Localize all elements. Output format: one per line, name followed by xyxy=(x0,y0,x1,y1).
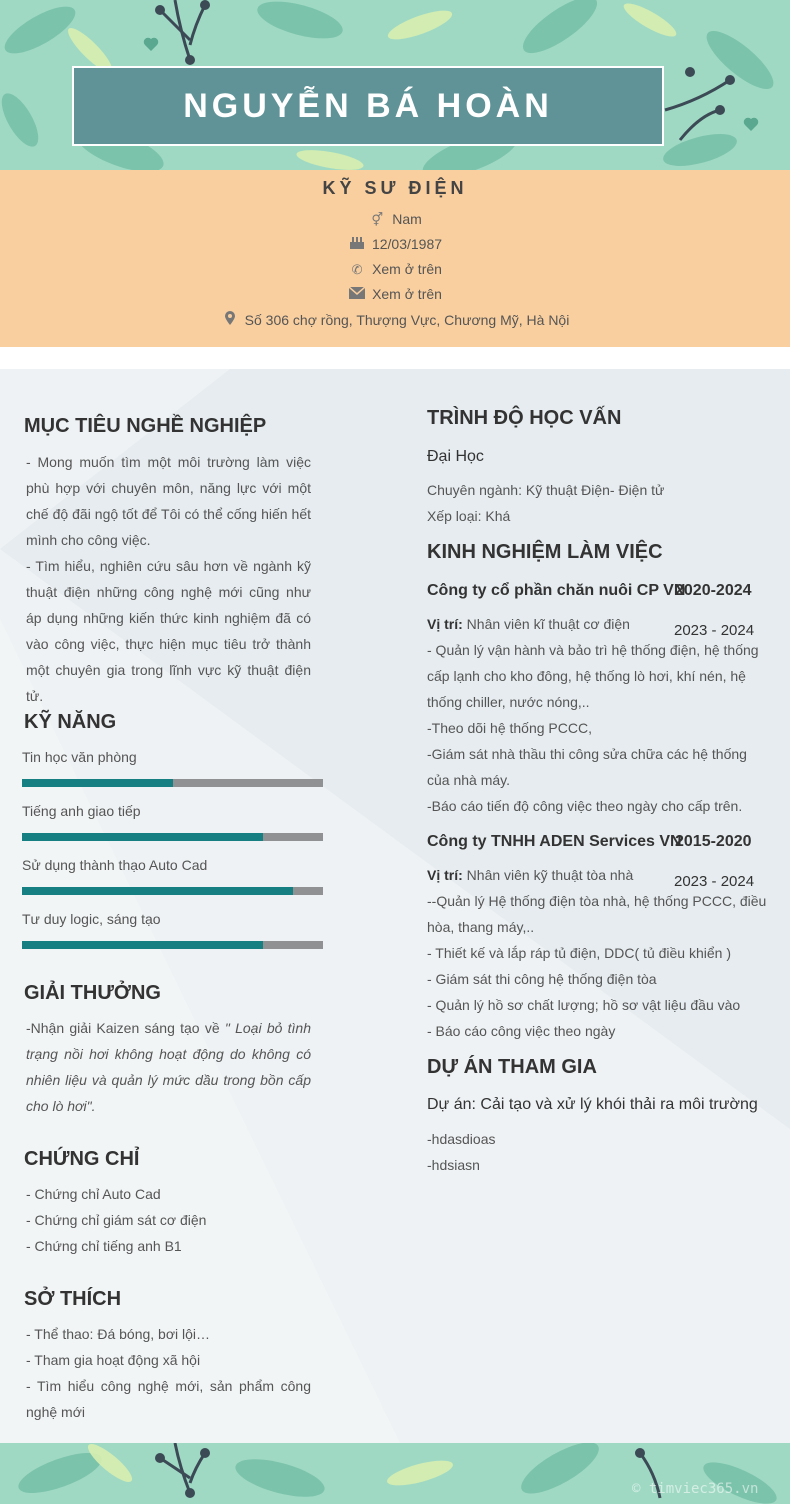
address-row xyxy=(0,311,790,328)
skill-label: Tiếng anh giao tiếp xyxy=(22,803,141,819)
certificates-title: CHỨNG CHỈ xyxy=(24,1148,140,1170)
project-item: -hdasdioas xyxy=(427,1131,496,1147)
skill-bar-fill xyxy=(22,941,263,949)
objective-paragraph: - Tìm hiểu, nghiên cứu sâu hơn về ngành kỹ thuật điện những công nghệ mới cũng như áp dụng những kiến thức kinh nghiệm đã có vào công việc, thực hiện mục tiêu trở thành một chuyên gia trong lĩnh vực kỹ thuật điện tử. xyxy=(26,558,311,704)
job-duty: -Báo cáo tiến độ công việc theo ngày cho cấp trên. xyxy=(427,798,743,814)
job-duty: -Theo dõi hệ thống PCCC, xyxy=(427,720,592,736)
skill-bar xyxy=(22,779,323,787)
job-duty: thống chiller, nước nóng,.. xyxy=(427,694,590,710)
skill-bar-fill xyxy=(22,833,263,841)
gender-value: Nam xyxy=(392,211,422,227)
job-duty: -Giám sát nhà thầu thi công sửa chữa các hệ thống xyxy=(427,746,747,762)
email-value: Xem ở trên xyxy=(372,286,442,302)
address-value: Số 306 chợ rồng, Thượng Vực, Chương Mỹ, Hà Nội xyxy=(244,312,570,328)
experience-title: KINH NGHIỆM LÀM VIỆC xyxy=(427,541,663,563)
certificate-item: - Chứng chỉ giám sát cơ điện xyxy=(26,1212,207,1228)
objective-paragraph: - Mong muốn tìm một môi trường làm việc phù hợp với chuyên môn, năng lực với một chế độ đãi ngộ tốt để Tôi có thể cống hiến hết mình cho công việc. xyxy=(26,454,311,548)
watermark: © timviec365.vn xyxy=(632,1481,759,1497)
project-name: Dự án: Cải tạo và xử lý khói thải ra môi trường xyxy=(427,1096,758,1113)
candidate-name: NGUYỄN BÁ HOÀN xyxy=(183,86,553,125)
phone-row xyxy=(0,261,790,278)
hobbies-list xyxy=(26,1321,311,1425)
skill-label: Sử dụng thành thạo Auto Cad xyxy=(22,857,208,873)
certificate-item: - Chứng chỉ tiếng anh B1 xyxy=(26,1238,182,1254)
gender-icon: ⚥ xyxy=(371,212,384,227)
hobby-item: - Tìm hiểu công nghệ mới, sản phẩm công nghệ mới xyxy=(26,1378,311,1420)
position-value: Nhân viên kỹ thuật tòa nhà xyxy=(462,867,634,883)
hobbies-title: SỞ THÍCH xyxy=(24,1288,122,1310)
job-duty: hòa, thang máy,.. xyxy=(427,919,535,935)
job-company: Công ty TNHH ADEN Services VN xyxy=(427,833,682,850)
job-duty: - Giám sát thi công hệ thống điện tòa xyxy=(427,971,657,987)
birthday-row xyxy=(0,236,790,252)
job-years: 2020-2024 xyxy=(675,582,752,599)
objective-text xyxy=(26,449,311,709)
hobby-item: - Thể thao: Đá bóng, bơi lội… xyxy=(26,1326,211,1342)
name-box xyxy=(72,66,664,146)
skill-label: Tin học văn phòng xyxy=(22,749,137,765)
map-pin-icon xyxy=(221,311,239,328)
skill-bar xyxy=(22,833,323,841)
projects-title: DỰ ÁN THAM GIA xyxy=(427,1056,597,1078)
job-years: 2015-2020 xyxy=(675,833,752,850)
awards-text xyxy=(26,1015,311,1119)
phone-icon: ✆ xyxy=(351,262,363,277)
education-level: Đại Học xyxy=(427,448,484,465)
position-label: Vị trí: xyxy=(427,616,463,632)
job-duty: của nhà máy. xyxy=(427,772,511,788)
cake-icon xyxy=(348,236,366,252)
education-major: Chuyên ngành: Kỹ thuật Điện- Điện tử xyxy=(427,482,665,498)
envelope-icon xyxy=(348,287,366,302)
job-duty: - Quản lý hồ sơ chất lượng; hồ sơ vật liệu đầu vào xyxy=(427,997,741,1013)
phone-value: Xem ở trên xyxy=(372,261,442,277)
job-period: 2023 - 2024 xyxy=(674,622,755,639)
award-description: " Loại bỏ tình trạng nồi hơi không hoạt động do không có nhiên liệu và quản lý mức dầu trong bồn cấp cho lò hơi". xyxy=(26,1020,312,1114)
position-value: Nhân viên kĩ thuật cơ điện xyxy=(462,616,630,632)
job-position xyxy=(427,616,630,632)
job-duty: - Quản lý vận hành và bảo trì hệ thống điện, hệ thống xyxy=(427,642,759,658)
gender-row xyxy=(0,211,790,228)
objective-title: MỤC TIÊU NGHỀ NGHIỆP xyxy=(24,415,267,437)
skills-title: KỸ NĂNG xyxy=(24,711,117,733)
email-row xyxy=(0,286,790,302)
awards-title: GIẢI THƯỞNG xyxy=(24,982,161,1004)
job-duty: cấp lạnh cho kho đông, hệ thống lò hơi, khí nén, hệ xyxy=(427,668,746,684)
position-label: Vị trí: xyxy=(427,867,463,883)
skill-bar xyxy=(22,941,323,949)
education-grade: Xếp loại: Khá xyxy=(427,508,511,524)
job-period: 2023 - 2024 xyxy=(674,873,755,890)
job-duty: - Báo cáo công việc theo ngày xyxy=(427,1023,616,1039)
job-duty: - Thiết kế và lắp ráp tủ điện, DDC( tủ điều khiển ) xyxy=(427,945,732,961)
skill-bar xyxy=(22,887,323,895)
project-item: -hdsiasn xyxy=(427,1157,480,1173)
hobby-item: - Tham gia hoạt động xã hội xyxy=(26,1352,201,1368)
job-position xyxy=(427,867,633,883)
award-prefix: -Nhận giải Kaizen sáng tạo về xyxy=(26,1020,225,1036)
job-title: KỸ SƯ ĐIỆN xyxy=(322,178,468,198)
birthday-value: 12/03/1987 xyxy=(371,236,443,252)
certificate-item: - Chứng chỉ Auto Cad xyxy=(26,1186,161,1202)
education-title: TRÌNH ĐỘ HỌC VẤN xyxy=(427,407,622,429)
skill-label: Tư duy logic, sáng tạo xyxy=(22,911,161,927)
job-company: Công ty cổ phần chăn nuôi CP VN xyxy=(427,582,686,599)
skill-bar-fill xyxy=(22,887,293,895)
skill-bar-fill xyxy=(22,779,173,787)
job-duty: --Quản lý Hệ thống điện tòa nhà, hệ thống PCCC, điều xyxy=(427,893,767,909)
